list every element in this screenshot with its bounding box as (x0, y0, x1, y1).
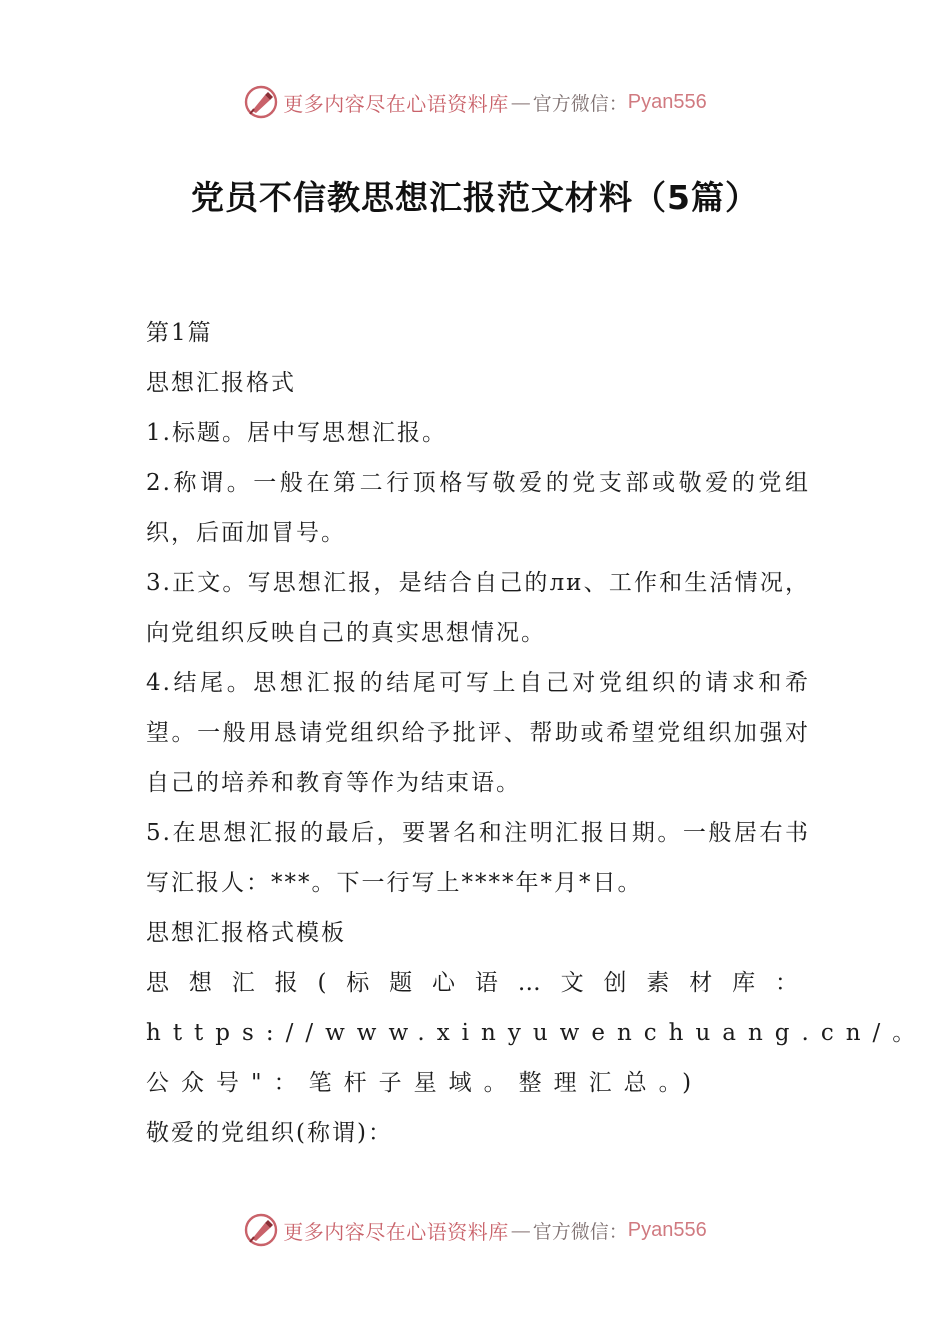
paragraph: 3.正文。写思想汇报，是结合自己的ли、工作和生活情况，向党组织反映自己的真实思想情况。 (146, 570, 810, 646)
paragraph: 4.结尾。思想汇报的结尾可写上自己对党组织的请求和希望。一般用恳请党组织给予批评、帮助或希望党组织加强对自己的培养和教育等作为结束语。 (146, 670, 810, 796)
document-title: 党员不信教思想汇报范文材料（5篇） (191, 178, 759, 217)
banner-wechat-id: Pyan556 (627, 90, 707, 113)
banner-main-text: 更多内容尽在心语资料库 (283, 1219, 509, 1244)
footer-watermark-banner (0, 1210, 950, 1250)
banner-wechat-label: 官方微信： (532, 92, 628, 115)
paragraph: 思想汇报格式模板 (146, 920, 346, 946)
header-watermark-banner (0, 82, 950, 122)
banner-wechat-label: 官方微信： (532, 1220, 628, 1243)
pen-nib-logo-icon (243, 1212, 279, 1248)
paragraph: 5.在思想汇报的最后，要署名和注明汇报日期。一般居右书写汇报人：***。下一行写上****年*月*日。 (146, 820, 810, 896)
pen-nib-logo-icon (243, 84, 279, 120)
banner-dash: — (510, 90, 531, 114)
document-body (146, 308, 928, 1158)
paragraph: 1.标题。居中写思想汇报。 (146, 420, 447, 446)
paragraph: 2.称谓。一般在第二行顶格写敬爱的党支部或敬爱的党组织，后面加冒号。 (146, 470, 810, 546)
paragraph: 思想汇报格式 (146, 370, 296, 396)
paragraph: 敬爱的党组织(称谓)： (146, 1120, 393, 1146)
banner-dash: — (510, 1218, 531, 1242)
paragraph: 第1篇 (146, 320, 213, 346)
banner-main-text: 更多内容尽在心语资料库 (283, 91, 509, 116)
banner-wechat-id: Pyan556 (627, 1218, 707, 1241)
paragraph: 思想汇报(标题心语…文创素材库：https://www.xinyuwenchuang.cn/。公众号"：笔杆子星域。整理汇总。) (146, 970, 928, 1096)
